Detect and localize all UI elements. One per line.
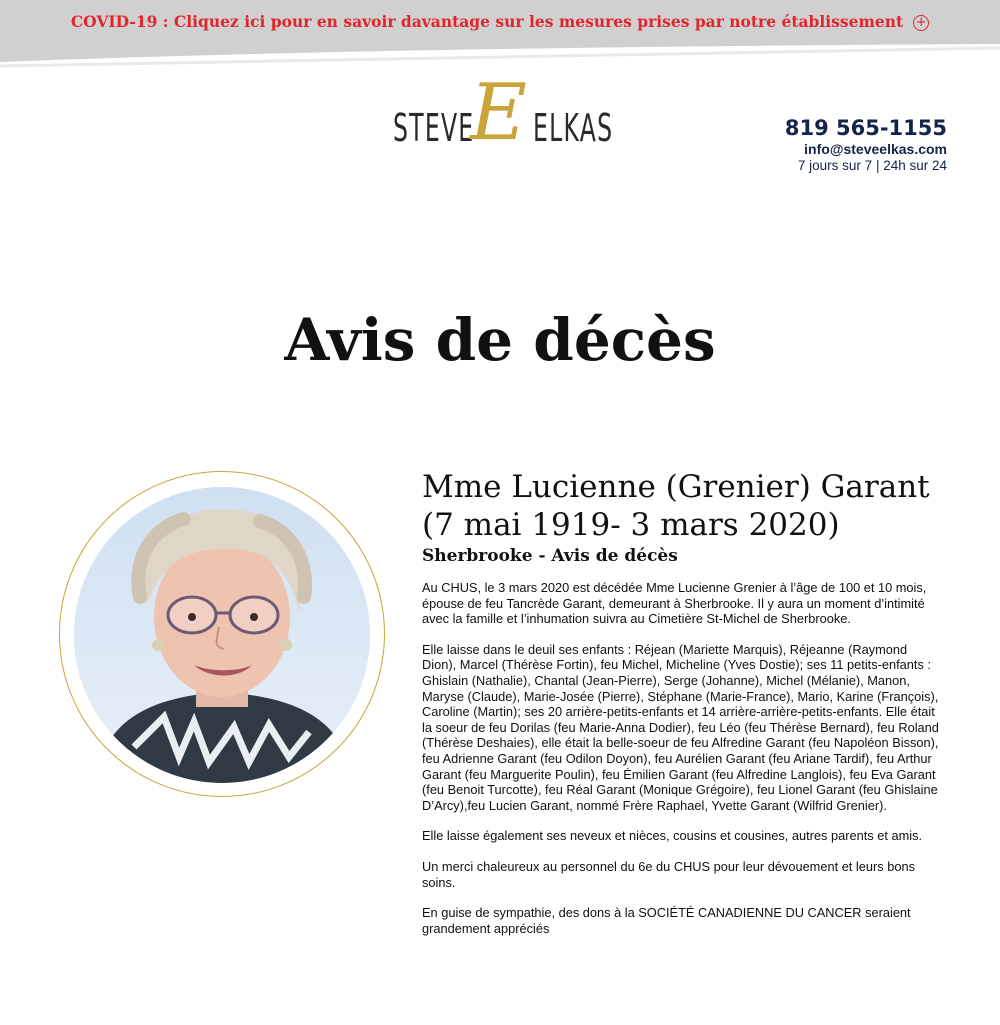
obituary-paragraph: Elle laisse dans le deuil ses enfants : Réjean (Mariette Marquis), Réjeanne (Raymond Dion), Marcel (Thérèse Fortin), feu Michel, Micheline (Yves Dostie); ses 11 petits-enfants : Ghislain (Nathalie), Chantal (Jean-Pierre), Serge (Johanne), Michel (Mélanie), Manon, Maryse (Claude), Marie-Josée (Pierre), Stéphane (Marie-France), Mario, Karine (François), Caroline (Martin); ses 20 arrière-petits-enfants et 14 arrière-arrière-petits-enfants. Elle était la soeur de feu Dorilas (feu Marie-Anna Dodier), feu Léo (feu Thérèse Bernard), feu Roland (Thérèse Deshaies), elle était la belle-soeur de feu Alfredine Garant (feu Napoléon Bisson), feu Adrienne Garant (feu Odilon Doyon), feu Aurélien Garant (feu Ariane Tardif), feu Arthur Garant (feu Marguerite Poulin), feu Émilien Garant (feu Alfredine Langlois), feu Eva Garant (feu Benoit Turcotte), feu Réal Garant (Monique Grégoire), feu Lionel Garant (feu Ghislaine D’Arcy),feu Lucien Garant, nommé Frère Raphael, Yvette Garant (Wilfrid Grenier). (422, 641, 939, 813)
obituary-paragraph: En guise de sympathie, des dons à la SOCIÉTÉ CANADIENNE DU CANCER seraient grandement appréciés (422, 905, 911, 936)
logo-monogram: E (470, 68, 527, 158)
obituary-paragraph: Au CHUS, le 3 mars 2020 est décédée Mme Lucienne Grenier à l’âge de 100 et 10 mois, épouse de feu Tancrède Garant, demeurant à Sherbrooke. Il y aura un moment d’intimité avec la famille et l’inhumation suivra au Cimetière St-Michel de Sherbrooke. (422, 580, 927, 627)
logo-word-right: ELKAS (533, 106, 614, 150)
page-title: Avis de décès (284, 306, 716, 374)
covid-banner (0, 0, 1000, 62)
logo-word-left: STEVE (393, 106, 475, 150)
email-link[interactable]: info@steveelkas.com (804, 141, 947, 157)
covid-info-link[interactable] (0, 12, 1000, 31)
obituary-paragraph: Elle laisse également ses neveux et nièces, cousins et cousines, autres parents et amis. (422, 828, 923, 844)
contact-block (785, 115, 947, 175)
covid-link-text[interactable]: COVID-19 : Cliquez ici pour en savoir davantage sur les mesures prises par notre établissement (70, 12, 904, 31)
obituary-paragraph: Un merci chaleureux au personnel du 6e du CHUS pour leur dévouement et leurs bons soins. (422, 858, 915, 890)
plus-circle-icon[interactable]: + (913, 15, 929, 31)
phone-number[interactable]: 819 565-1155 (784, 116, 947, 140)
portrait-photo (74, 487, 370, 783)
deceased-name: Mme Lucienne (Grenier) Garant (7 mai 1919- 3 mars 2020) (422, 469, 930, 543)
obituary-subtitle: Sherbrooke - Avis de décès (422, 546, 678, 566)
obituary-content (422, 468, 942, 951)
opening-hours: 7 jours sur 7 | 24h sur 24 (797, 158, 947, 173)
portrait-illustration (74, 487, 370, 783)
site-logo[interactable] (390, 68, 614, 164)
